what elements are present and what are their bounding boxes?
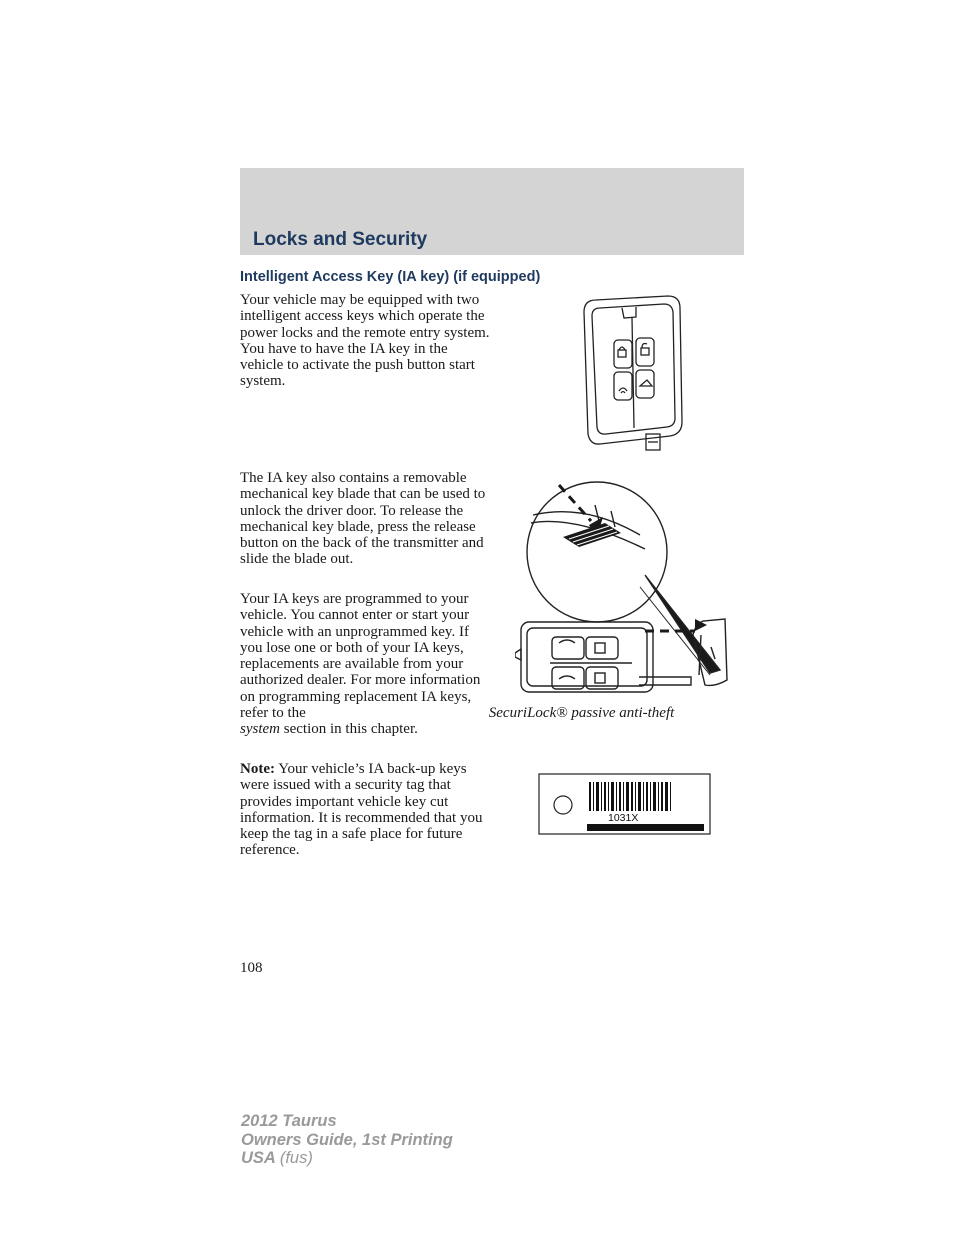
programmed-keys-text: Your IA keys are programmed to your vehicle. You cannot enter or start your vehicle with an unprogrammed key. If you lose one or both of your IA keys, replacements are available from your authorized dealer. For more information on programming replacement IA keys, refer to the: [240, 591, 481, 722]
footer-model: 2012 Taurus: [241, 1112, 337, 1130]
page-number: 108: [240, 960, 263, 976]
paragraph-key-blade: The IA key also contains a removable mechanical key blade that can be used to unlock the driver door. To release the mechanical key blade, press the release button on the back of the transmitter and slide the blade out.: [240, 470, 486, 568]
paragraph-ia-key-intro: Your vehicle may be equipped with two intelligent access keys which operate the power locks and the remote entry system. You have to have the IA key in the vehicle to activate the push button start system.: [240, 292, 490, 390]
note-text: Your vehicle’s IA back-up keys were issued with a security tag that provides important vehicle key cut information. It is recommended that you keep the tag in a safe place for future reference.: [240, 761, 483, 859]
key-fob-front-icon: [576, 294, 688, 454]
securilock-reference: SecuriLock® passive anti-theft system: [240, 705, 675, 738]
footer: [241, 1112, 453, 1168]
key-tag-code: 1031X: [608, 812, 639, 824]
programmed-keys-tail: section in this chapter.: [283, 721, 418, 738]
footer-region-code: USA: [241, 1149, 276, 1167]
subheading: Intelligent Access Key (IA key) (if equipped): [240, 269, 541, 285]
security-tag-barcode-icon: [538, 773, 712, 836]
paragraph-note: [240, 761, 498, 859]
section-title: Locks and Security: [253, 229, 428, 250]
footer-region-variant: (fus): [279, 1149, 313, 1167]
footer-region: [241, 1149, 453, 1168]
footer-edition: Owners Guide, 1st Printing: [241, 1130, 453, 1149]
note-label: Note:: [240, 761, 275, 777]
paragraph-programmed-keys: [240, 591, 685, 738]
